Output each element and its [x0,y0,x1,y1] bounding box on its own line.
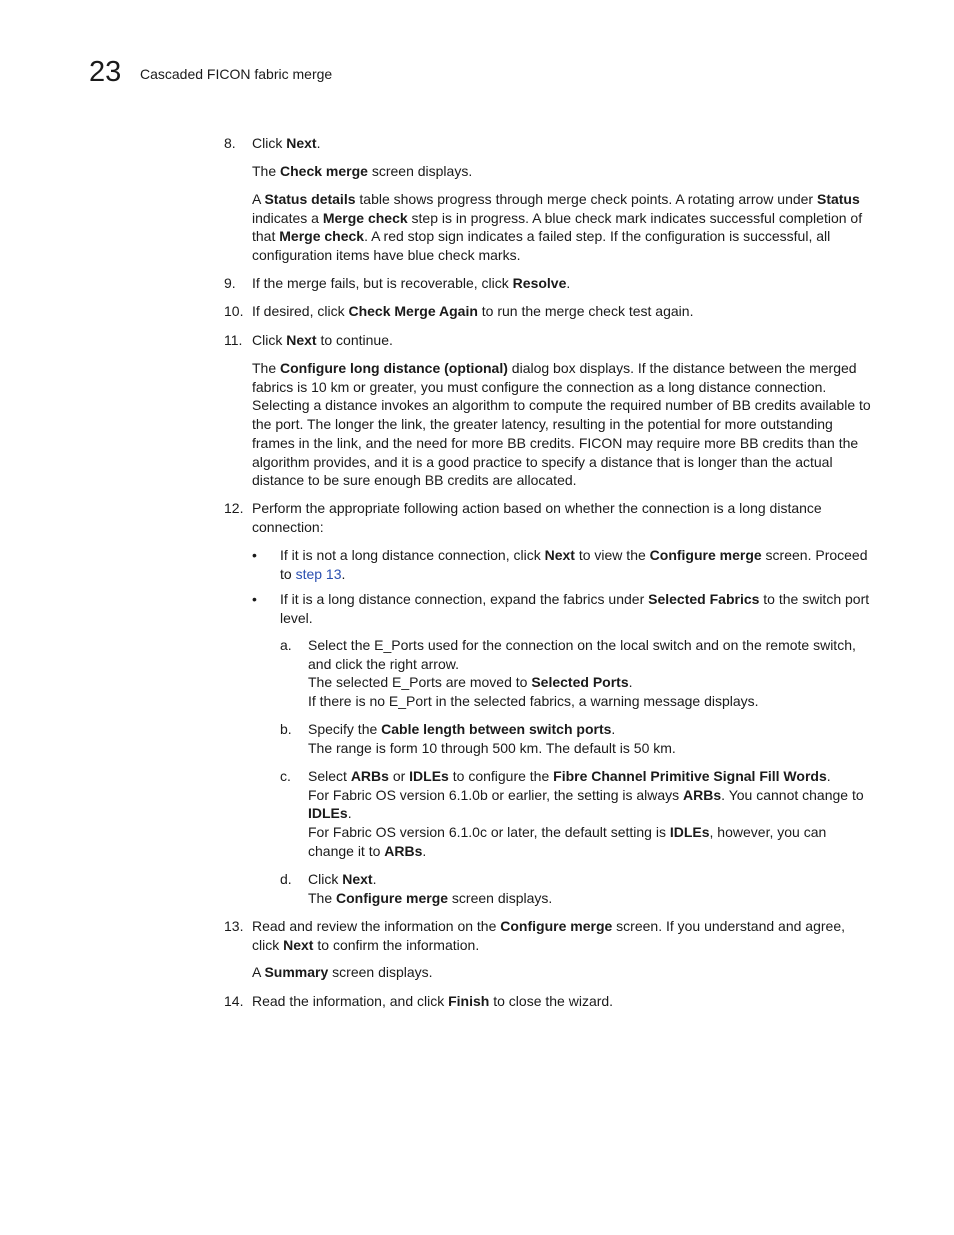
sub-step-letter: c. [280,768,291,784]
sub-step-letter: a. [280,637,292,653]
step-8-result: The Check merge screen displays. [252,163,473,179]
step-11-detail: The Configure long distance (optional) dialog box displays. If the distance between the merged fabrics is 10 km or greater, you must configure the connection as a long distance connection. Selecting a distance invokes an algorithm to compute the required number of BB credits available to the port. The longer the link, the greater latency, resulting in the potential for more outstanding frames in the link, and the need for more BB credits. FICON may require more BB credits than the algorithm provides, and it is a good practice to specify a distance that is longer than the actual distance to be sure enough BB credits are allocated. [252,360,871,489]
step-10 [224,302,872,321]
step-text: Read and review the information on the Configure merge screen. If you understand and agree, click Next to confirm the information. [252,918,845,953]
step-12 [224,499,872,536]
step-number: 11. [224,332,243,348]
step-11 [224,331,872,350]
step-number: 8. [224,135,236,151]
step-9 [224,274,872,293]
bullet-icon: • [252,547,257,563]
step-text: Click Next to continue. [252,332,393,348]
step-8-detail: A Status details table shows progress through merge check points. A rotating arrow under Status indicates a Merge check step is in progress. A blue check mark indicates successful completion of that Merge check. A red stop sign indicates a failed step. If the configuration is successful, all configuration items have blue check marks. [252,191,863,264]
step-number: 14. [224,993,244,1009]
step-text: Perform the appropriate following action based on whether the connection is a long distance connection: [252,500,822,535]
chapter-title: Cascaded FICON fabric merge [140,66,333,82]
bullet-icon: • [252,591,257,607]
chapter-number: 23 [89,56,122,88]
sub-step-letter: d. [280,871,292,887]
sub-step-text: Select ARBs or IDLEs to configure the Fibre Channel Primitive Signal Fill Words. For Fabric OS version 6.1.0b or earlier, the setting is always ARBs. You cannot change to IDLEs. For Fabric OS version 6.1.0c or later, the default setting is IDLEs, however, you can change it to ARBs. [308,768,864,859]
step-number: 13. [224,918,244,934]
step-13 [224,917,872,954]
step-13-link[interactable]: step 13 [295,565,342,582]
sub-step-text: Specify the Cable length between switch ports. The range is form 10 through 500 km. The default is 50 km. [308,721,676,756]
step-number: 12. [224,500,244,516]
step-14 [224,992,872,1011]
sub-step-text: Select the E_Ports used for the connection on the local switch and on the remote switch, and click the right arrow. The selected E_Ports are moved to Selected Ports. If there is no E_Port in the selected fabrics, a warning message displays. [308,637,856,710]
step-text: If the merge fails, but is recoverable, click Resolve. [252,275,571,291]
bullet-text: If it is a long distance connection, expand the fabrics under Selected Fabrics to the switch port level. [280,591,870,626]
step-text: Click Next. [252,135,321,151]
step-number: 10. [224,303,244,319]
step-13-result: A Summary screen displays. [252,964,433,980]
bullet-text: If it is not a long distance connection, click Next to view the Configure merge screen. Proceed to step 13. [280,547,868,582]
step-text: Read the information, and click Finish to close the wizard. [252,993,614,1009]
step-number: 9. [224,275,236,291]
step-8 [224,134,872,153]
sub-step-text: Click Next. The Configure merge screen displays. [308,871,553,906]
sub-step-letter: b. [280,721,292,737]
step-text: If desired, click Check Merge Again to run the merge check test again. [252,303,694,319]
